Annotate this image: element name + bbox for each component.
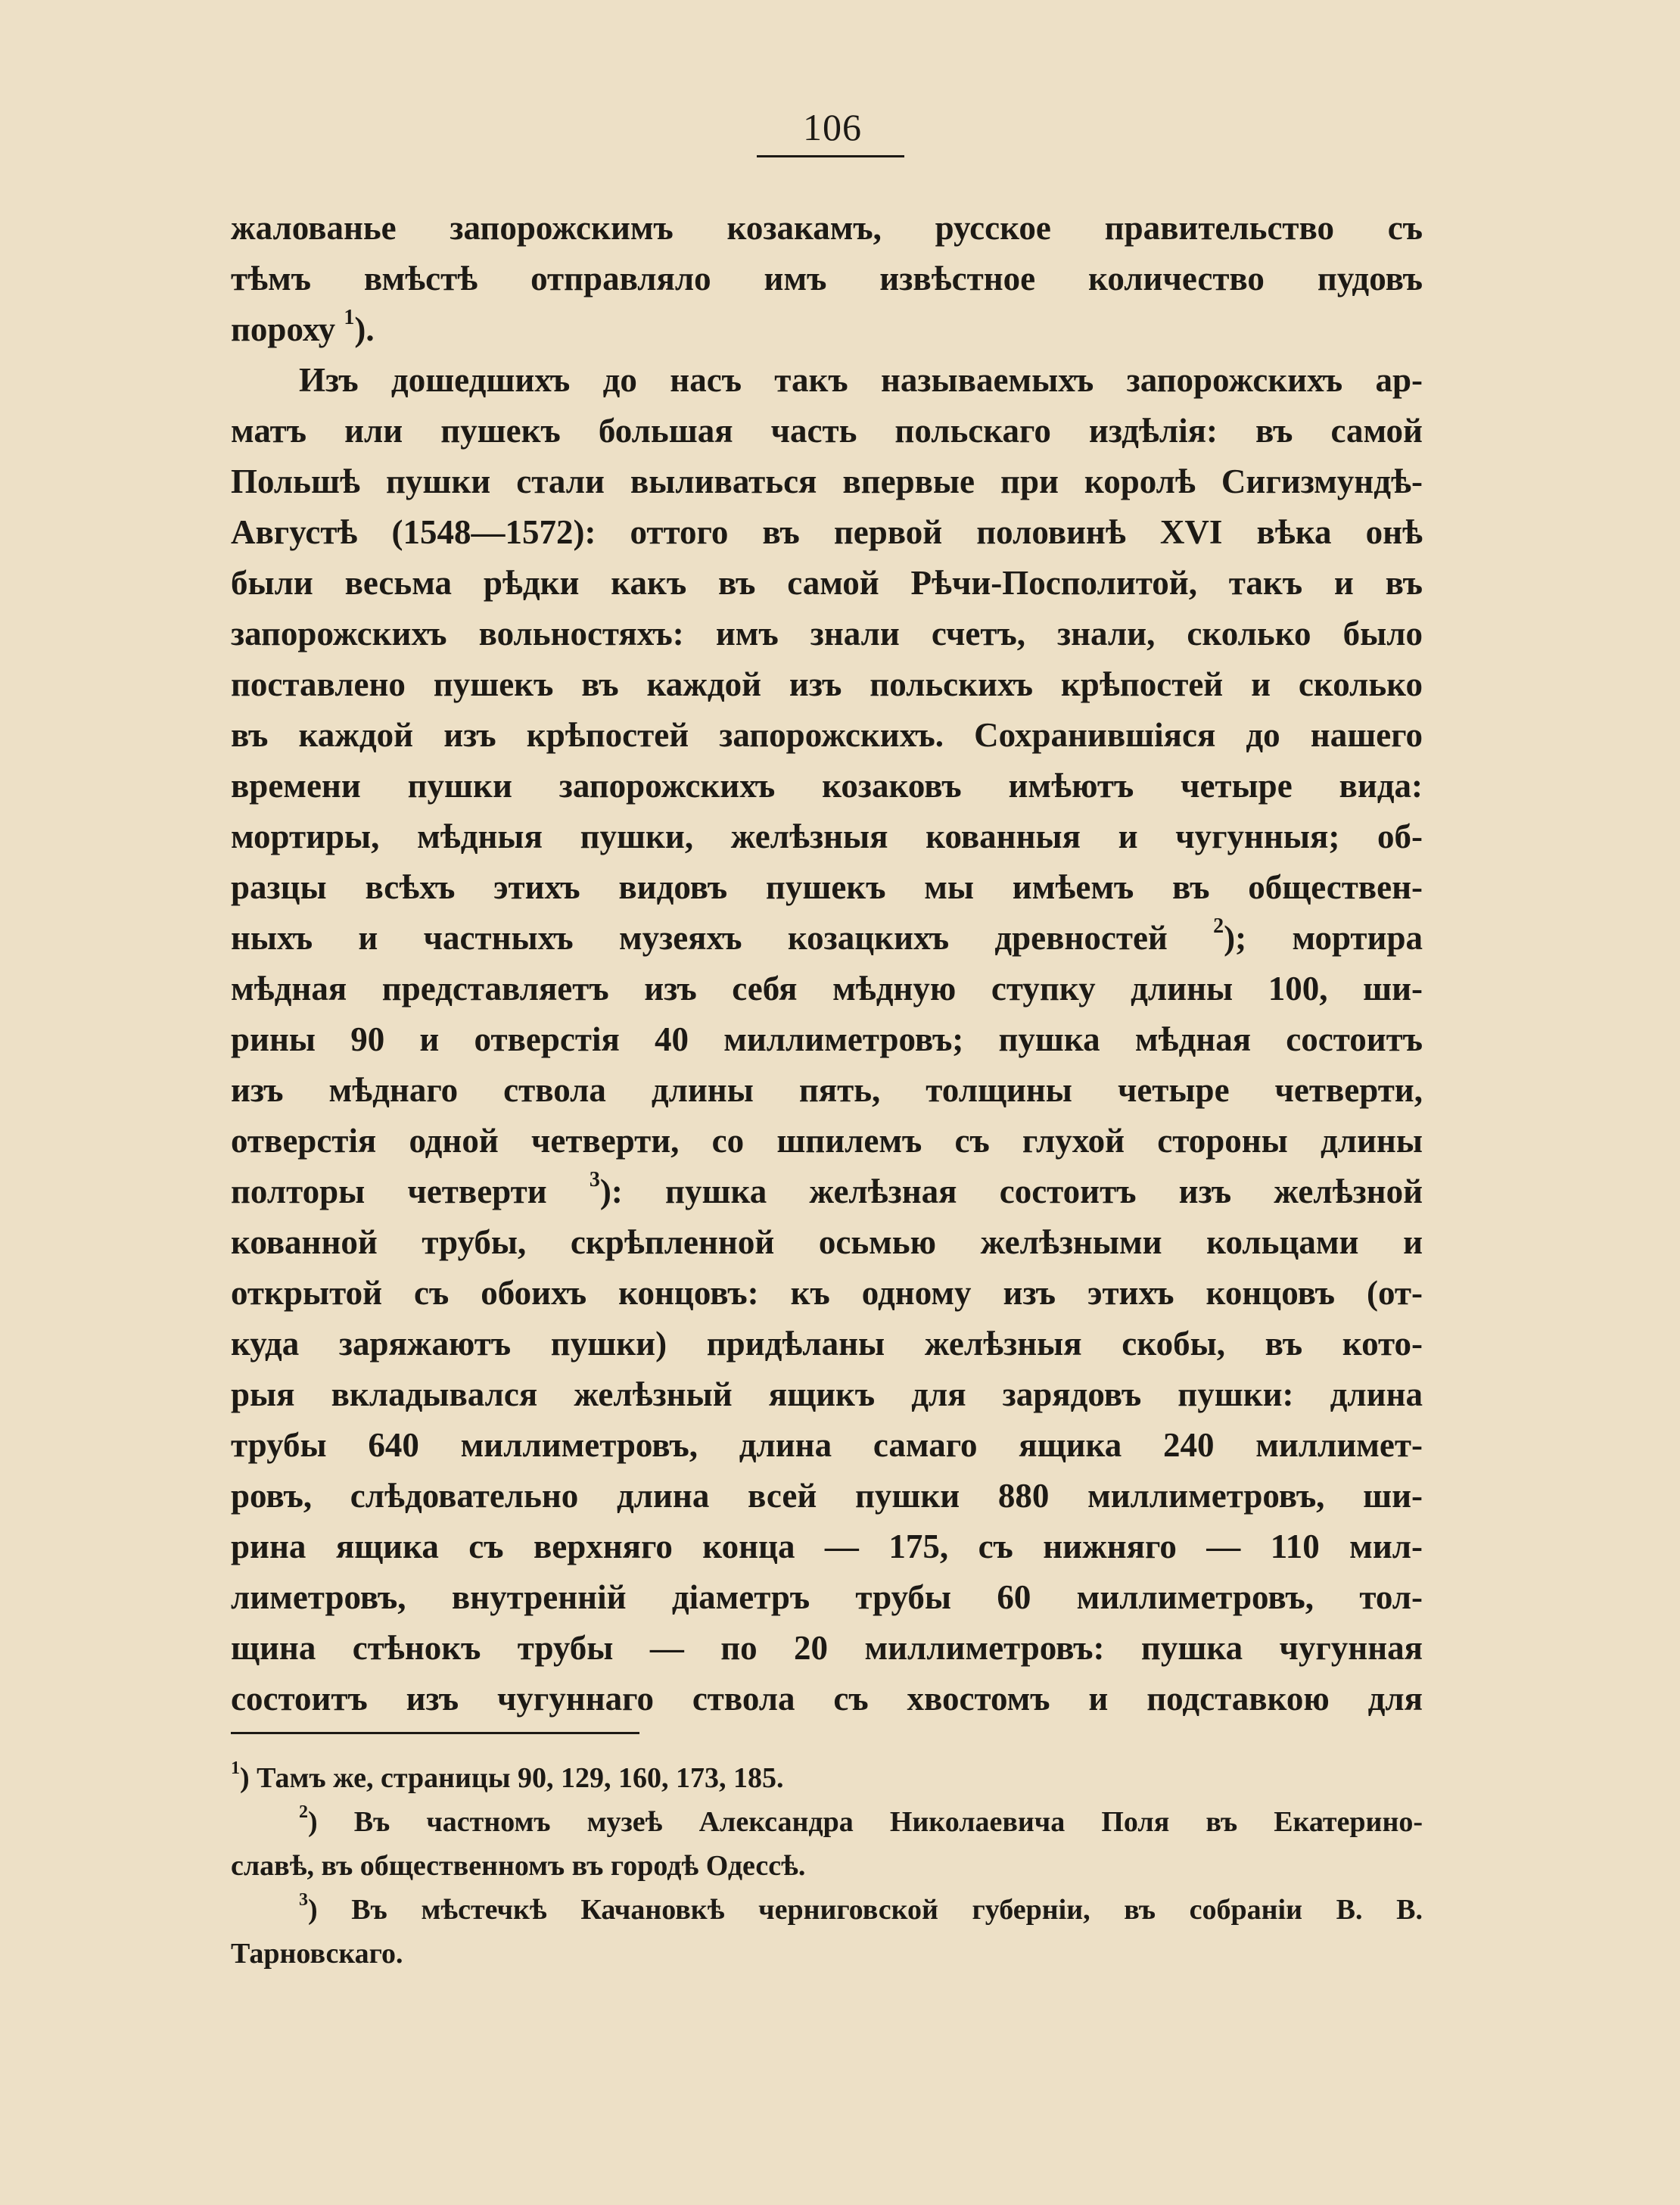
text-line: щина стѣнокъ трубы — по 20 миллиметровъ: пушка чугунная: [231, 1629, 1423, 1667]
text-line: кованной трубы, скрѣпленной осьмью желѣзными кольцами и: [231, 1223, 1423, 1261]
text-line: ровъ, слѣдовательно длина всей пушки 880 миллиметровъ, ши-: [231, 1477, 1423, 1515]
text-line: Польшѣ пушки стали выливаться впервые при королѣ Сигизмундѣ-: [231, 462, 1423, 500]
text-line: отверстія одной четверти, со шпилемъ съ глухой стороны длины: [231, 1122, 1423, 1160]
text-fragment: пороху: [231, 310, 336, 348]
footnote-1: [231, 1756, 1423, 1800]
footnote-2-continuation: славѣ, въ общественномъ въ городѣ Одессѣ.: [231, 1850, 806, 1882]
footnote-mark: 1: [231, 1758, 240, 1778]
text-line: трубы 640 миллиметровъ, длина самаго ящика 240 миллимет-: [231, 1426, 1423, 1464]
footnote-separator: [231, 1732, 639, 1734]
page-number: 106: [803, 106, 862, 148]
text-line: куда заряжаютъ пушки) придѣланы желѣзныя скобы, въ кото-: [231, 1325, 1423, 1363]
footnote-mark: 2: [299, 1802, 308, 1822]
text-line: Августѣ (1548—1572): оттого въ первой половинѣ XVI вѣка онѣ: [231, 513, 1423, 551]
footnotes: [231, 1756, 1423, 1976]
text-line: рина ящика съ верхняго конца — 175, съ нижняго — 110 мил-: [231, 1528, 1423, 1565]
page-number-rule: [757, 155, 904, 157]
footnote-3: [231, 1888, 1423, 1932]
footnote-ref: 2: [1213, 914, 1224, 938]
footnote-2: [231, 1800, 1423, 1844]
text-line: полторы четверти $^3$): пушка желѣзная состоитъ изъ желѣзной: [231, 1168, 1423, 1210]
footnote-3-continuation: Тарновскаго.: [231, 1938, 403, 1970]
text-line: запорожскихъ вольностяхъ: имъ знали счетъ, знали, сколько было: [231, 615, 1423, 652]
text-line: мортиры, мѣдныя пушки, желѣзныя кованныя и чугунныя; об-: [231, 818, 1423, 855]
text-line: ныхъ и частныхъ музеяхъ козацкихъ древностей $^2$); мортира: [231, 914, 1423, 957]
footnote-text: ) Въ мѣстечкѣ Качановкѣ черниговской губерніи, въ собраніи В. В.: [308, 1894, 1423, 1926]
text-line: были весьма рѣдки какъ въ самой Рѣчи-Посполитой, такъ и въ: [231, 564, 1423, 602]
text-line: матъ или пушекъ большая часть польскаго издѣлія: въ самой: [231, 412, 1423, 450]
text-line: рины 90 и отверстія 40 миллиметровъ; пушка мѣдная состоитъ: [231, 1020, 1423, 1058]
footnote-text: ) Въ частномъ музеѣ Александра Николаевича Поля въ Екатерино-: [308, 1806, 1423, 1838]
body-text: [231, 203, 1423, 1724]
text-fragment: полторы четверти: [231, 1173, 547, 1210]
text-line: лиметровъ, внутренній діаметръ трубы 60 миллиметровъ, тол-: [231, 1578, 1423, 1616]
text-fragment: ныхъ и частныхъ музеяхъ козацкихъ древностей: [231, 919, 1168, 957]
footnote-mark: 3: [299, 1890, 308, 1910]
text-line: мѣдная представляетъ изъ себя мѣдную ступку длины 100, ши-: [231, 970, 1423, 1008]
text-line: тѣмъ вмѣстѣ отправляло имъ извѣстное количество пудовъ: [231, 260, 1423, 297]
text-line: времени пушки запорожскихъ козаковъ имѣютъ четыре вида:: [231, 767, 1423, 805]
text-line: рыя вкладывался желѣзный ящикъ для зарядовъ пушки: длина: [231, 1375, 1423, 1413]
footnote-ref: 1: [344, 306, 355, 329]
text-line: открытой съ обоихъ концовъ: къ одному изъ этихъ концовъ (от-: [231, 1274, 1423, 1312]
footnote-ref: 3: [589, 1168, 600, 1191]
text-fragment: : пушка желѣзная состоитъ изъ желѣзной: [611, 1173, 1423, 1210]
paragraph-start-line: Изъ дошедшихъ до насъ такъ называемыхъ запорожскихъ ар-: [299, 361, 1423, 399]
text-line: изъ мѣднаго ствола длины пять, толщины четыре четверти,: [231, 1071, 1423, 1109]
footnote-text: ) Тамъ же, страницы 90, 129, 160, 173, 185.: [240, 1762, 784, 1794]
text-line: пороху $^1$).: [231, 306, 375, 348]
text-line: поставлено пушекъ въ каждой изъ польскихъ крѣпостей и сколько: [231, 665, 1423, 703]
text-line: состоитъ изъ чугуннаго ствола съ хвостомъ и подставкою для: [231, 1680, 1423, 1718]
text-fragment: ; мортира: [1235, 919, 1423, 957]
text-line: жалованье запорожскимъ козакамъ, русское правительство съ: [231, 209, 1423, 247]
text-line: разцы всѣхъ этихъ видовъ пушекъ мы имѣемъ въ обществен-: [231, 868, 1423, 906]
text-line: въ каждой изъ крѣпостей запорожскихъ. Сохранившіяся до нашего: [231, 716, 1423, 754]
